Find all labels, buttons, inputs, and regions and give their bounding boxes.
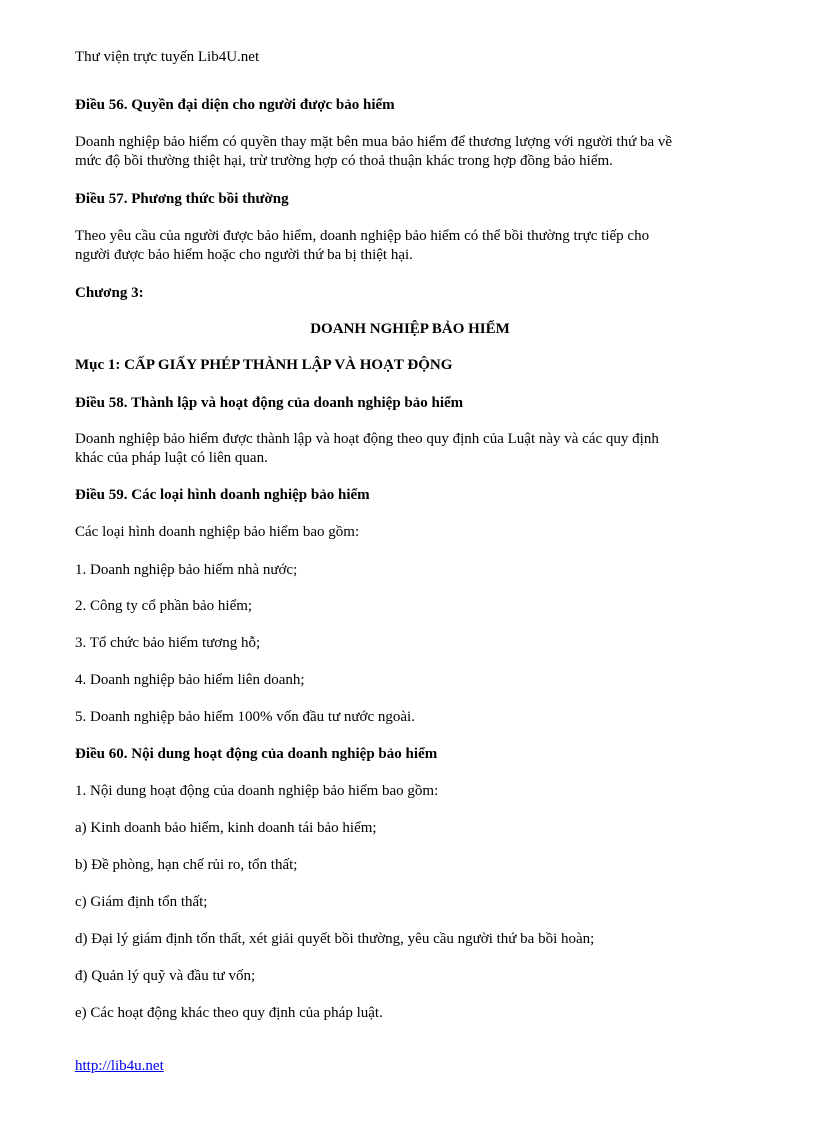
page-header: Thư viện trực tuyến Lib4U.net	[75, 49, 260, 65]
list-item: a) Kinh doanh bảo hiểm, kinh doanh tái bảo hiểm;	[75, 820, 377, 836]
list-item: d) Đại lý giám định tổn thất, xét giải quyết bồi thường, yêu cầu người thứ ba bồi hoàn;	[75, 931, 595, 947]
list-item: e) Các hoạt động khác theo quy định của pháp luật.	[75, 1005, 383, 1021]
footer-link[interactable]: http://lib4u.net	[75, 1058, 164, 1074]
article-57-heading: Điều 57. Phương thức bồi thường	[75, 191, 289, 207]
list-item: c) Giám định tổn thất;	[75, 894, 208, 910]
document-page	[75, 0, 745, 1123]
article-59-intro: Các loại hình doanh nghiệp bảo hiểm bao gồm:	[75, 524, 360, 540]
article-56-heading: Điều 56. Quyền đại diện cho người được bảo hiểm	[75, 97, 395, 113]
list-item: b) Đề phòng, hạn chế rủi ro, tổn thất;	[75, 857, 298, 873]
article-56-body-line-2: mức độ bồi thường thiệt hại, trừ trường hợp có thoả thuận khác trong hợp đồng bảo hiểm.	[75, 153, 613, 169]
article-57-body-line-2: người được bảo hiểm hoặc cho người thứ ba bị thiệt hại.	[75, 247, 413, 263]
list-item: 2. Công ty cổ phần bảo hiểm;	[75, 598, 253, 614]
article-56-body-line-1: Doanh nghiệp bảo hiểm có quyền thay mặt bên mua bảo hiểm để thương lượng với người thứ ba về	[75, 134, 673, 150]
list-item: 1. Doanh nghiệp bảo hiểm nhà nước;	[75, 562, 298, 578]
chapter-title: DOANH NGHIỆP BẢO HIỂM	[310, 321, 510, 337]
list-item: 4. Doanh nghiệp bảo hiểm liên doanh;	[75, 672, 305, 688]
list-item: 3. Tổ chức bảo hiểm tương hỗ;	[75, 635, 261, 651]
list-item: 5. Doanh nghiệp bảo hiểm 100% vốn đầu tư nước ngoài.	[75, 709, 415, 725]
article-60-intro: 1. Nội dung hoạt động của doanh nghiệp bảo hiểm bao gồm:	[75, 783, 439, 799]
chapter-label: Chương 3:	[75, 285, 144, 301]
list-item: đ) Quản lý quỹ và đầu tư vốn;	[75, 968, 256, 984]
article-58-body-line-1: Doanh nghiệp bảo hiểm được thành lập và hoạt động theo quy định của Luật này và các quy định	[75, 431, 659, 447]
article-59-heading: Điều 59. Các loại hình doanh nghiệp bảo hiểm	[75, 487, 370, 503]
article-60-heading: Điều 60. Nội dung hoạt động của doanh nghiệp bảo hiểm	[75, 746, 438, 762]
article-58-heading: Điều 58. Thành lập và hoạt động của doanh nghiệp bảo hiểm	[75, 395, 464, 411]
article-57-body-line-1: Theo yêu cầu của người được bảo hiểm, doanh nghiệp bảo hiểm có thể bồi thường trực tiếp cho	[75, 228, 650, 244]
article-58-body-line-2: khác của pháp luật có liên quan.	[75, 450, 268, 466]
section-1-heading: Mục 1: CẤP GIẤY PHÉP THÀNH LẬP VÀ HOẠT ĐỘNG	[75, 357, 453, 373]
